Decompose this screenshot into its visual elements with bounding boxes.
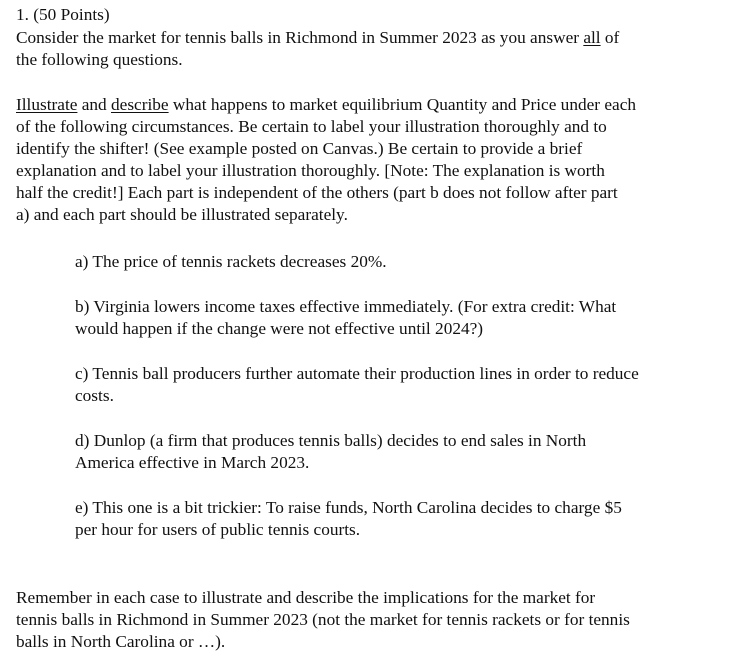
instructions-line-4: explanation and to label your illustration thoroughly. [Note: The explanation is worth	[16, 161, 605, 180]
question-header: 1. (50 Points)	[16, 5, 110, 24]
intro-line-1	[16, 27, 619, 49]
part-d-line-2: America effective in March 2023.	[75, 453, 310, 472]
intro-emphasis-all: all	[583, 28, 601, 47]
instructions-line-2: of the following circumstances. Be certain to label your illustration thoroughly and to	[16, 117, 607, 136]
part-c-line-2: costs.	[75, 386, 114, 405]
instructions-illustrate: Illustrate	[16, 95, 78, 114]
part-b-line-1: b) Virginia lowers income taxes effective immediately. (For extra credit: What	[75, 297, 617, 316]
part-a: a) The price of tennis rackets decreases 20%.	[75, 252, 387, 271]
closing-line-2: tennis balls in Richmond in Summer 2023 (not the market for tennis rackets or for tennis	[16, 610, 630, 629]
instructions-line-1	[16, 94, 636, 116]
instructions-text: what happens to market equilibrium Quantity and Price under each	[168, 95, 637, 114]
closing-line-3: balls in North Carolina or …).	[16, 632, 226, 651]
intro-text-tail: of	[600, 28, 620, 47]
intro-line-2: the following questions.	[16, 50, 183, 69]
part-e-line-1: e) This one is a bit trickier: To raise funds, North Carolina decides to charge $5	[75, 498, 622, 517]
part-c-line-1: c) Tennis ball producers further automate their production lines in order to reduce	[75, 364, 639, 383]
instructions-describe: describe	[111, 95, 169, 114]
closing-line-1: Remember in each case to illustrate and describe the implications for the market for	[16, 588, 596, 607]
instructions-line-6: a) and each part should be illustrated separately.	[16, 205, 348, 224]
part-b-line-2: would happen if the change were not effective until 2024?)	[75, 319, 484, 338]
instructions-line-5: half the credit!] Each part is independent of the others (part b does not follow after part	[16, 183, 618, 202]
instructions-and: and	[77, 95, 112, 114]
intro-text: Consider the market for tennis balls in Richmond in Summer 2023 as you answer	[16, 28, 584, 47]
part-e-line-2: per hour for users of public tennis courts.	[75, 520, 361, 539]
instructions-line-3: identify the shifter! (See example posted on Canvas.) Be certain to provide a brief	[16, 139, 583, 158]
part-d-line-1: d) Dunlop (a firm that produces tennis balls) decides to end sales in North	[75, 431, 587, 450]
